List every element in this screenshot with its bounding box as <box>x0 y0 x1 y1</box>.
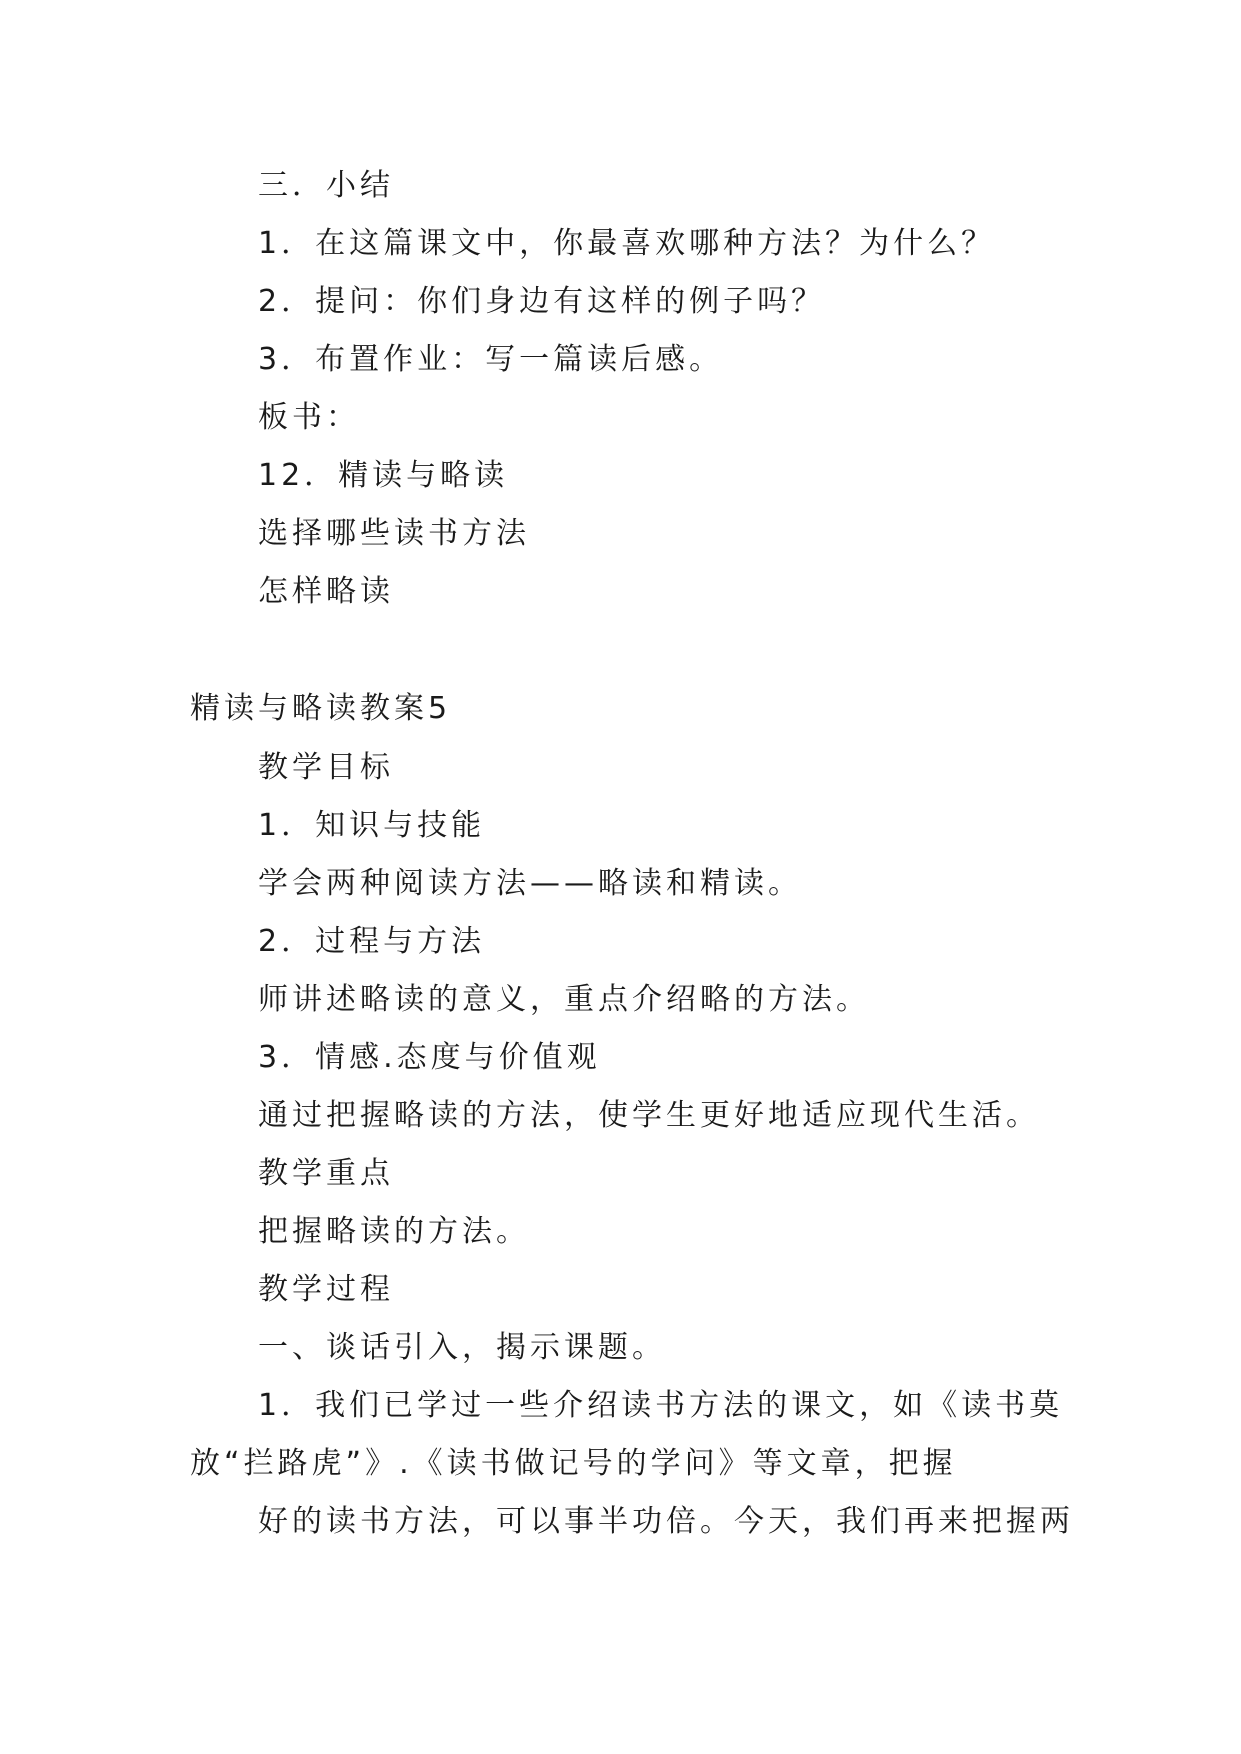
key-point-heading: 教学重点 <box>258 1156 394 1191</box>
blackboard-line-2: 怎样略读 <box>258 574 394 609</box>
process-paragraph-line-2: 放“拦路虎”》.《读书做记号的学问》等文章，把握 <box>190 1446 957 1481</box>
summary-item-1: 1．在这篇课文中，你最喜欢哪种方法？为什么？ <box>258 226 996 261</box>
summary-item-2: 2．提问：你们身边有这样的例子吗？ <box>258 284 826 319</box>
goal-3-text: 通过把握略读的方法，使学生更好地适应现代生活。 <box>258 1098 1040 1133</box>
process-paragraph-line-3: 好的读书方法，可以事半功倍。今天，我们再来把握两 <box>258 1504 1074 1539</box>
goal-2-text: 师讲述略读的意义，重点介绍略的方法。 <box>258 982 870 1017</box>
teaching-goals-heading: 教学目标 <box>258 750 394 785</box>
blackboard-line-1: 选择哪些读书方法 <box>258 516 530 551</box>
blackboard-label: 板书： <box>258 400 360 435</box>
goal-1-heading: 1．知识与技能 <box>258 808 486 843</box>
key-point-text: 把握略读的方法。 <box>258 1214 530 1249</box>
section-heading-summary: 三．小结 <box>258 168 394 203</box>
summary-item-3: 3．布置作业：写一篇读后感。 <box>258 342 724 377</box>
blackboard-title: 12．精读与略读 <box>258 458 509 493</box>
process-paragraph-line-1: 1．我们已学过一些介绍读书方法的课文，如《读书莫 <box>258 1388 1064 1423</box>
lesson-plan-title: 精读与略读教案5 <box>190 691 452 726</box>
process-heading: 教学过程 <box>258 1272 394 1307</box>
goal-1-text: 学会两种阅读方法——略读和精读。 <box>258 866 802 901</box>
process-step-1-heading: 一、谈话引入，揭示课题。 <box>258 1330 666 1365</box>
goal-2-heading: 2．过程与方法 <box>258 924 486 959</box>
goal-3-heading: 3．情感.态度与价值观 <box>258 1040 601 1075</box>
